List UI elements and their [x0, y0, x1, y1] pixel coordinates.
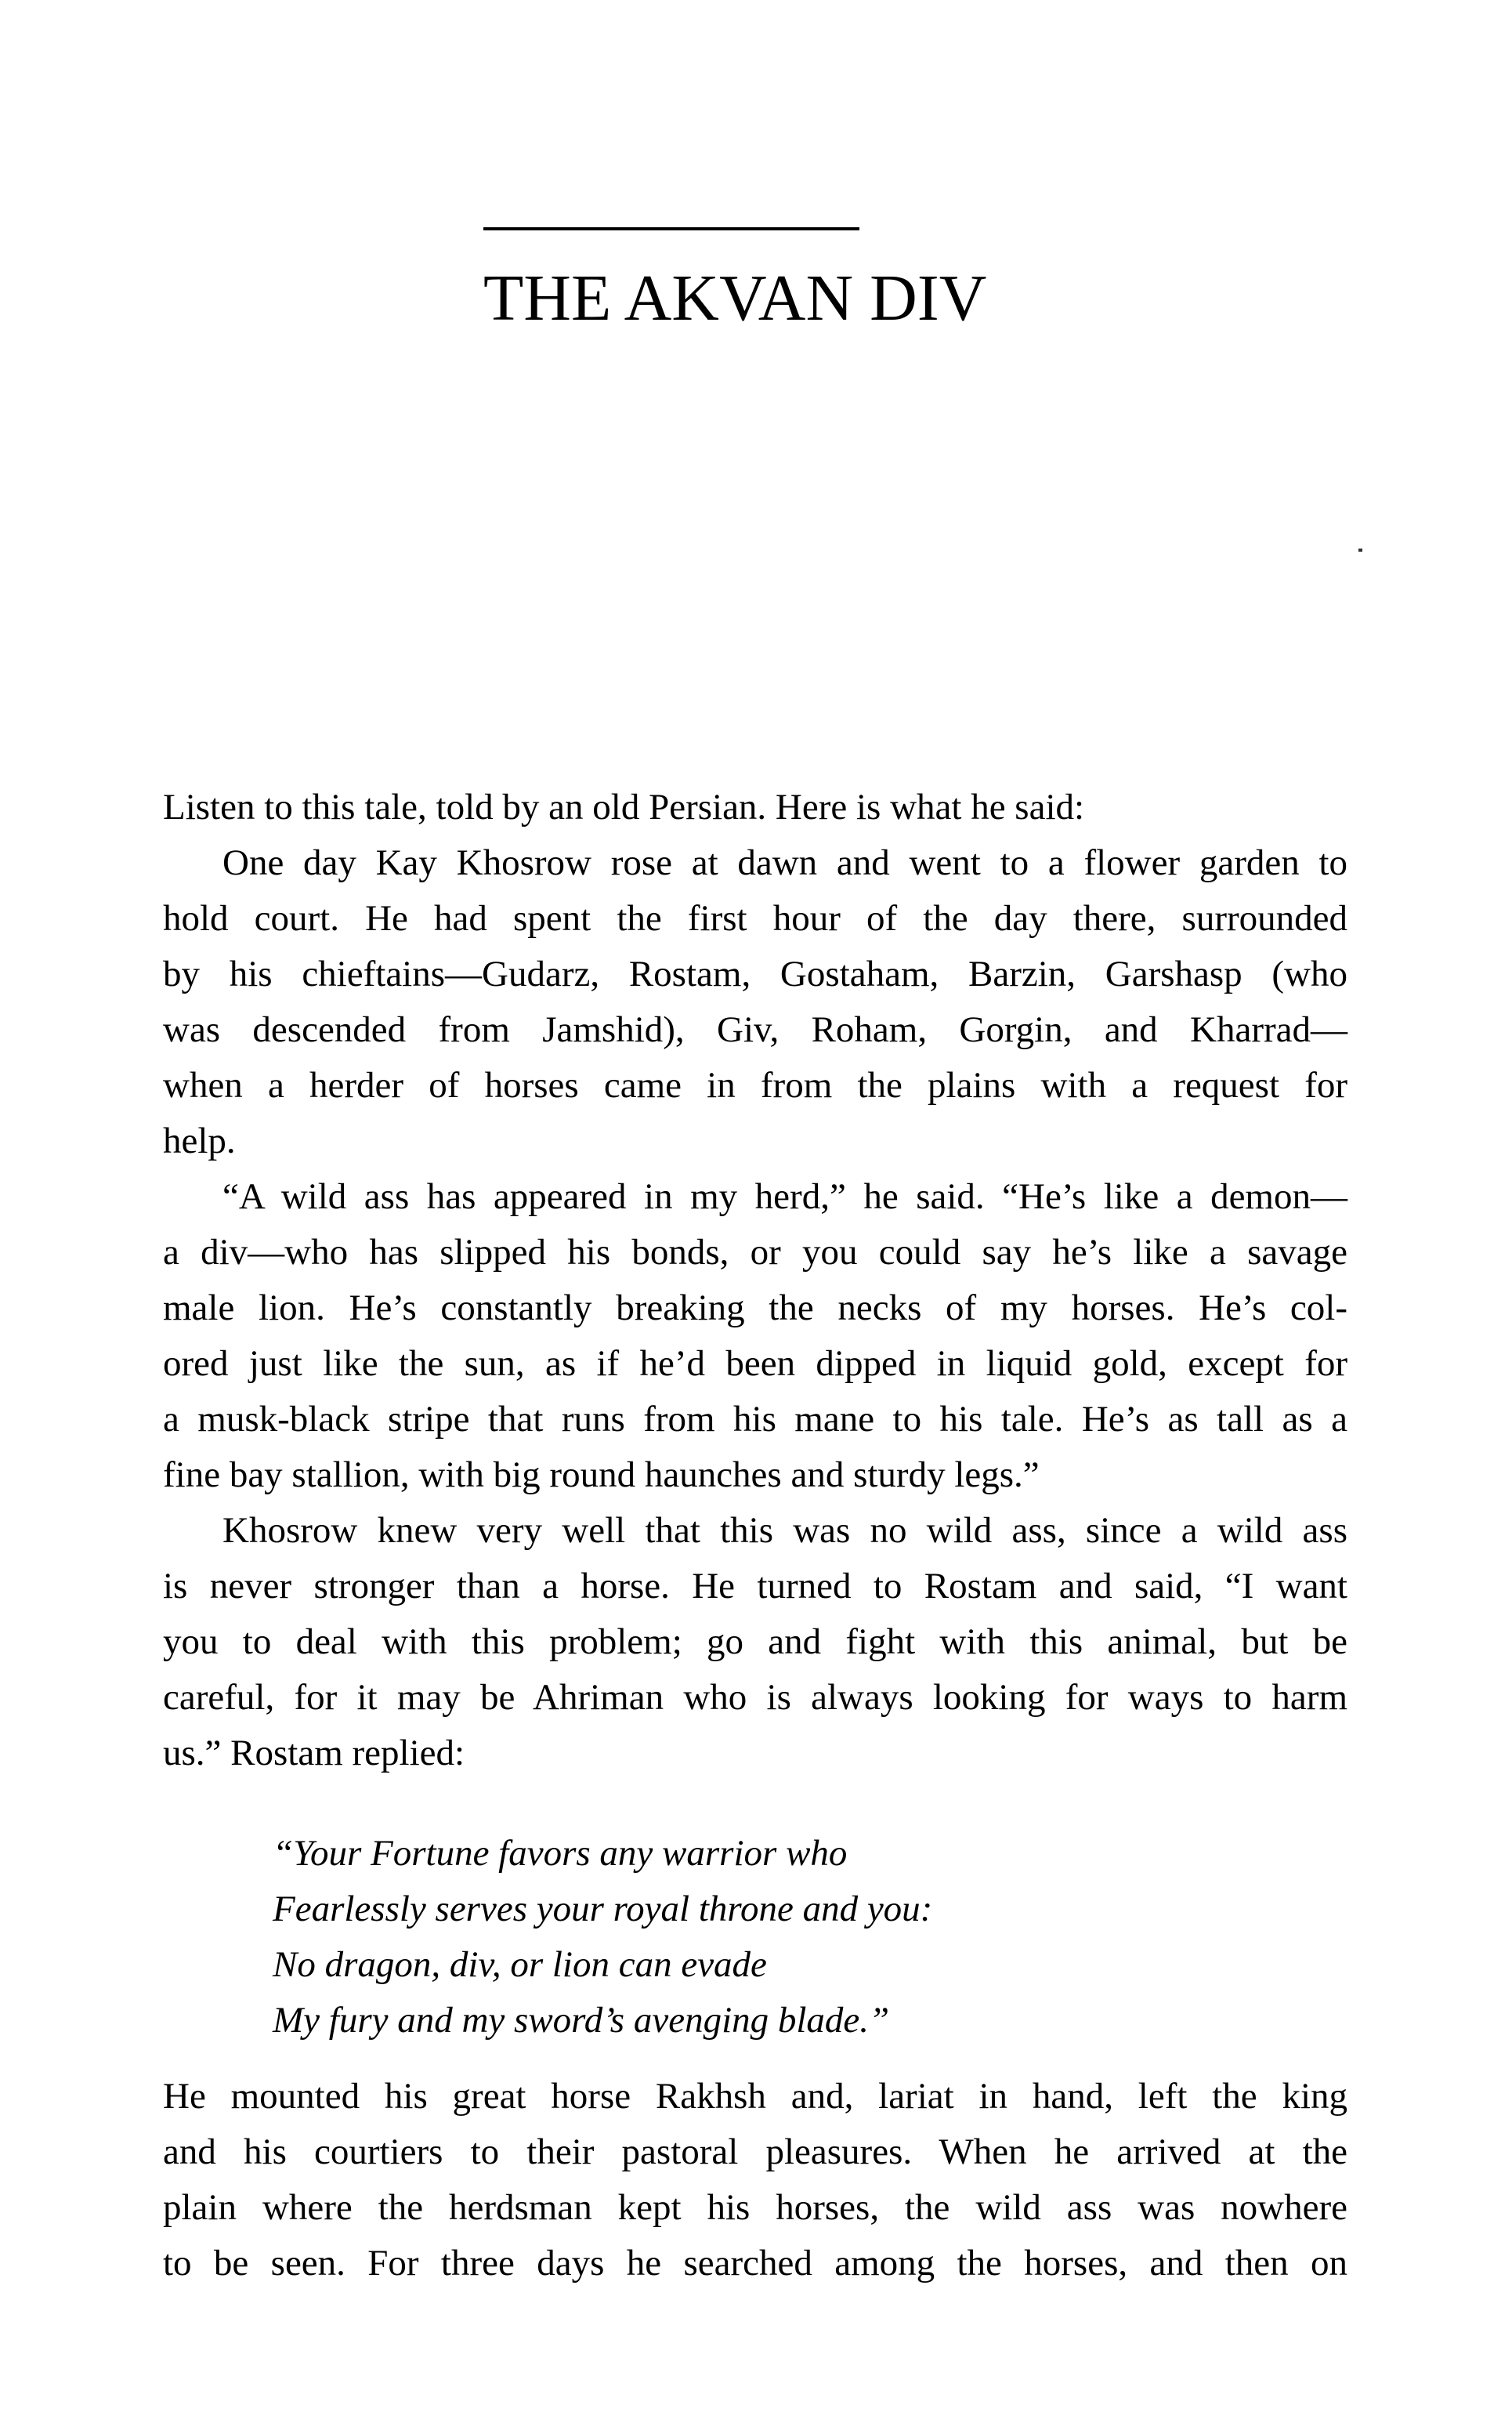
text-line: fine bay stallion, with big round haunches and sturdy legs.” — [163, 1454, 1040, 1495]
text-line: a musk-black stripe that runs from his mane to his tale. He’s as tall as a — [163, 1399, 1347, 1440]
text-line: you to deal with this problem; go and fight with this animal, but be — [163, 1621, 1347, 1662]
verse-line: Fearlessly serves your royal throne and you: — [273, 1889, 933, 1929]
body-text-block-2 — [163, 2069, 1347, 2291]
text-line: help. — [163, 1121, 236, 1161]
verse-line: No dragon, div, or lion can evade — [273, 1944, 767, 1985]
text-line: Khosrow knew very well that this was no wild ass, since a wild ass — [222, 1510, 1347, 1551]
text-line: by his chieftains—Gudarz, Rostam, Gostaham, Barzin, Garshasp (who — [163, 954, 1347, 994]
text-line: a div—who has slipped his bonds, or you could say he’s like a savage — [163, 1232, 1347, 1273]
verse-line: My fury and my sword’s avenging blade.” — [273, 2000, 890, 2041]
text-line: is never stronger than a horse. He turned to Rostam and said, “I want — [163, 1566, 1347, 1606]
text-line: was descended from Jamshid), Giv, Roham, Gorgin, and Kharrad— — [163, 1009, 1347, 1050]
text-line: and his courtiers to their pastoral pleasures. When he arrived at the — [163, 2131, 1347, 2172]
text-line: to be seen. For three days he searched among the horses, and then on — [163, 2243, 1347, 2284]
chapter-title: THE AKVAN DIV — [483, 262, 987, 335]
text-line: careful, for it may be Ahriman who is always looking for ways to harm — [163, 1677, 1347, 1718]
text-line: plain where the herdsman kept his horses, the wild ass was nowhere — [163, 2187, 1347, 2228]
text-line: One day Kay Khosrow rose at dawn and went to a flower garden to — [222, 842, 1347, 883]
text-line: us.” Rostam replied: — [163, 1733, 465, 1773]
title-rule-divider — [483, 227, 859, 230]
text-line: when a herder of horses came in from the plains with a request for — [163, 1065, 1347, 1106]
verse-line: “Your Fortune favors any warrior who — [273, 1833, 848, 1874]
text-line: hold court. He had spent the first hour of the day there, surrounded — [163, 898, 1347, 939]
text-line: “A wild ass has appeared in my herd,” he said. “He’s like a demon— — [222, 1176, 1347, 1217]
text-line: ored just like the sun, as if he’d been dipped in liquid gold, except for — [163, 1343, 1347, 1384]
verse-quatrain — [273, 1826, 932, 2048]
body-text-block-1 — [163, 780, 1347, 1781]
text-line: male lion. He’s constantly breaking the necks of my horses. He’s col- — [163, 1288, 1347, 1328]
text-line: He mounted his great horse Rakhsh and, lariat in hand, left the king — [163, 2076, 1347, 2117]
text-line: Listen to this tale, told by an old Persian. Here is what he said: — [163, 787, 1085, 828]
scan-speck-mark — [1358, 549, 1362, 552]
